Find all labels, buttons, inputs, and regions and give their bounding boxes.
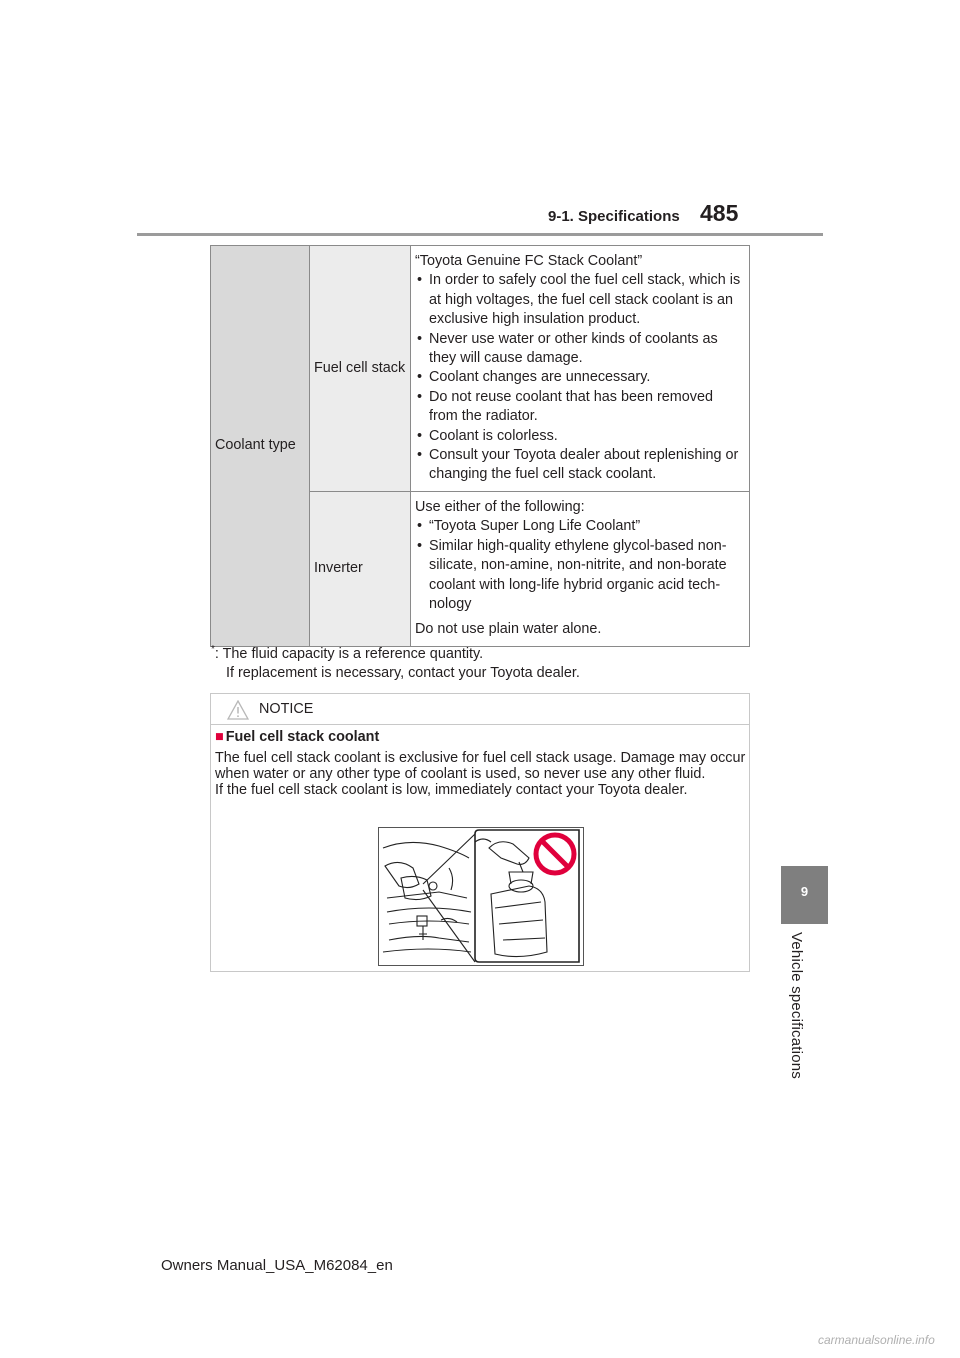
component-cell (310, 246, 411, 492)
list-item: • In order to safely cool the fuel cell stack, which is at high voltages, the fuel cell stack coolant is an exclusive high insulation product. (417, 272, 741, 328)
page-number: 485 (700, 200, 739, 226)
description-cell (411, 246, 750, 492)
notice-paragraph: The fuel cell stack coolant is exclusive for fuel cell stack usage. Damage may occur when water or any other type of coolant is used, so never use any other fluid. (215, 750, 746, 783)
list-item: • Do not reuse coolant that has been removed from the radiator. (417, 388, 713, 425)
coolant-refill-prohibited-illustration (379, 828, 583, 965)
bullet-icon: • (417, 447, 423, 464)
table-row (211, 246, 750, 492)
list-item: • Coolant changes are unnecessary. (415, 368, 745, 387)
notice-header (211, 694, 749, 725)
description-heading: Use either of the following: (415, 498, 585, 515)
component-label: Fuel cell stack (314, 359, 406, 376)
coolant-spec-table (210, 245, 750, 647)
notice-label: NOTICE (259, 701, 314, 717)
description-heading: “Toyota Genuine FC Stack Coolant” (415, 253, 643, 269)
description-note: Do not use plain water alone. (415, 621, 602, 638)
square-bullet-icon: ■ (215, 729, 224, 745)
bullet-icon: • (417, 537, 423, 554)
bullet-icon: • (417, 330, 423, 347)
bullet-list (415, 517, 745, 614)
footnote-marker: * (211, 644, 215, 656)
list-item: • Never use water or other kinds of coolants as they will cause damage. (417, 330, 718, 367)
bullet-icon: • (417, 427, 423, 444)
manual-id: Owners Manual_USA_M62084_en (161, 1257, 393, 1274)
list-item: • Similar high-quality ethylene glycol-based non-silicate, non-amine, non-nitrite, and non-borate coolant with long-life hybrid organic acid tech-nology (417, 537, 727, 612)
coolant-type-label: Coolant type (215, 437, 296, 454)
header-divider (137, 233, 823, 236)
footnote-line-2: If replacement is necessary, contact your Toyota dealer. (226, 665, 580, 681)
list-item: • “Toyota Super Long Life Coolant” (415, 517, 745, 536)
description-cell (411, 491, 750, 646)
bullet-icon: • (417, 369, 423, 386)
watermark[interactable]: carmanualsonline.info (818, 1333, 935, 1347)
footnote (211, 645, 751, 683)
chapter-tab[interactable] (781, 866, 828, 924)
notice-paragraph: If the fuel cell stack coolant is low, immediately contact your Toyota dealer. (215, 782, 688, 799)
notice-box (210, 693, 750, 972)
component-label: Inverter (314, 560, 363, 577)
component-cell (310, 491, 411, 646)
coolant-illustration (378, 827, 584, 966)
bullet-icon: • (417, 388, 423, 405)
warning-triangle-icon (227, 700, 249, 720)
chapter-title: Vehicle specifications (788, 932, 805, 1079)
bullet-icon: • (417, 272, 423, 289)
list-item: • Coolant is colorless. (415, 427, 745, 446)
coolant-type-cell (211, 246, 310, 647)
notice-body (215, 750, 747, 799)
bullet-list (415, 271, 745, 484)
section-title: 9-1. Specifications (548, 208, 680, 225)
list-item: • Consult your Toyota dealer about replenishing or changing the fuel cell stack coolant. (417, 447, 739, 483)
chapter-number: 9 (800, 884, 809, 899)
footnote-line-1: : The fluid capacity is a reference quantity. (214, 646, 484, 662)
notice-subheading: ■ Fuel cell stack coolant (215, 729, 380, 745)
bullet-icon: • (417, 518, 423, 535)
